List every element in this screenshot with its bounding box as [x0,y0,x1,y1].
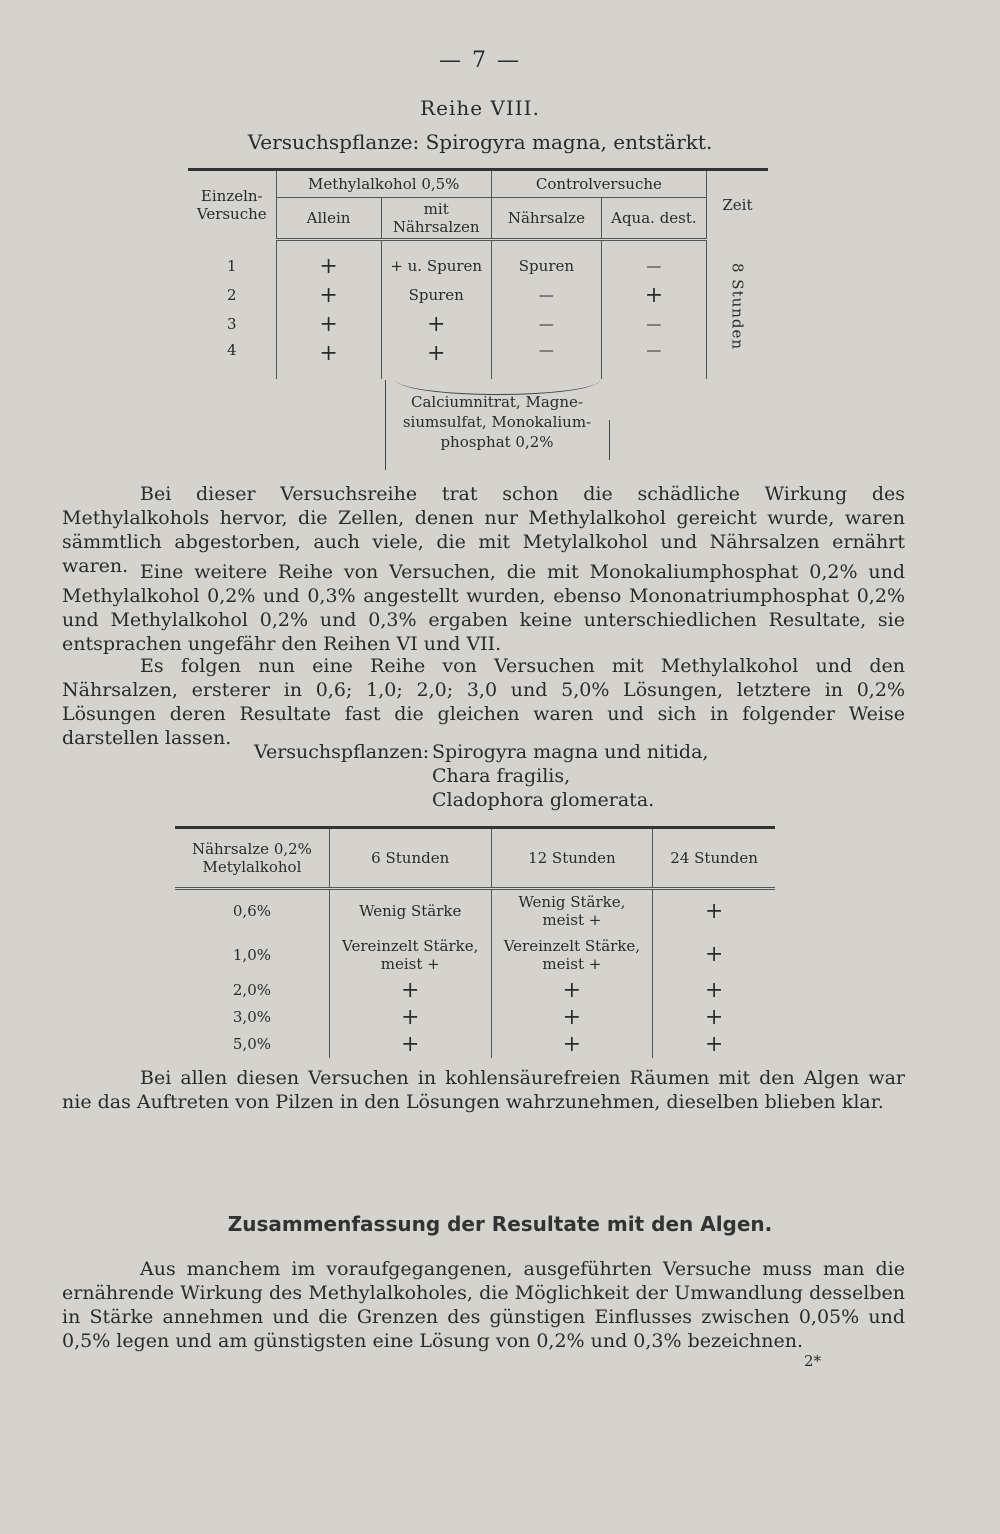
cell-text: Wenig Stärke [359,902,462,921]
test-plant: Spirogyra magna und nitida, [432,741,709,763]
cell-aqua: + [601,281,706,310]
cell-mit: + [381,310,491,339]
cell-6h: + [329,977,491,1004]
table-header-row [175,828,775,889]
zeit-cell [706,240,768,379]
plant-line: Versuchspflanze: Spirogyra magna, entstärkt. [247,130,713,154]
col-12h: 12 Stunden [491,828,653,889]
col-24h: 24 Stunden [653,828,775,889]
cell-aqua: — [601,339,706,379]
paragraph-4: Bei allen diesen Versuchen in kohlensäurefreien Räumen mit den Algen war nie das Auftreten von Pilzen in den Lösungen wahrzunehmen, dieselben blieben klar. [62,1067,905,1113]
col-aqua: Aqua. dest. [601,198,706,240]
table-row [175,1004,775,1031]
col-concentration-label: Metylalkohol [202,858,302,876]
cell-aqua: — [601,252,706,281]
col-mit-label: mit [423,200,449,218]
col-naehrsalze: Nährsalze [491,198,601,240]
paragraph-1: Bei dieser Versuchsreihe trat schon die schädliche Wirkung des Methylalkohols hervor, die Zellen, denen nur Methylalkohol gereicht wurde, waren sämmtlich abgestorben, auch viele, die mit Metylalkohol und Nährsalzen ernährt waren. [62,483,905,577]
note-line: Calciumnitrat, Magne- [411,393,583,411]
col-6h: 6 Stunden [329,828,491,889]
cell-text: meist + [542,911,602,930]
row-number: 2 [188,281,276,310]
row-number: 4 [188,339,276,379]
cell-mit: + [381,339,491,379]
test-plants-label: Versuchspflanzen: [254,741,430,763]
row-number: 1 [188,252,276,281]
table-row [175,933,775,977]
table-row [175,977,775,1004]
table-row [188,281,768,310]
paragraph-5: Aus manchem im voraufgegangenen, ausgeführten Versuche muss man die ernährende Wirkung des Methylalkoholes, die Möglichkeit der Umwandlung desselben in Stärke annehmen und die Grenzen des günstigen Einflusses zwischen 0,05% und 0,5% legen und am günstigsten eine Lösung von 0,2% und 0,3% bezeichnen. [62,1258,905,1352]
cell-mit: + u. Spuren [381,252,491,281]
cell-allein: + [276,252,381,281]
cell-6h: + [329,1031,491,1058]
note-line: phosphat 0,2% [440,433,554,451]
cell-naehr: — [491,339,601,379]
cell-naehr: — [491,281,601,310]
cell-text: Vereinzelt Stärke, [503,936,641,955]
note-line: siumsulfat, Monokalium- [402,413,592,431]
cell-allein: + [276,281,381,310]
cell-24h: + [704,1031,724,1057]
cell-12h [491,933,653,977]
cell-text: Wenig Stärke, [518,893,626,912]
test-plants [254,740,708,812]
cell-12h: + [491,1031,653,1058]
cell-concentration: 1,0% [175,933,329,977]
cell-text: meist + [542,954,602,973]
cell-24h: + [704,898,724,924]
group-methyl: Methylalkohol 0,5% [276,170,491,198]
experiment-table-1 [188,168,768,379]
cell-concentration: 2,0% [175,977,329,1004]
experiment-table-2 [175,826,775,1058]
cell-concentration: 0,6% [175,889,329,933]
cell-6h: + [329,1004,491,1031]
cell-12h: + [491,977,653,1004]
brace-right-rule [609,420,610,460]
test-plant: Chara fragilis, [432,765,571,787]
paragraph-3: Es folgen nun eine Reihe von Versuchen mit Methylalkohol und den Nährsalzen, ersterer in 0,6; 1,0; 2,0; 3,0 und 5,0% Lösungen, letztere in 0,2% Lösungen deren Resultate fast die gleichen waren und sich in folgender Weise darstellen lassen. [62,655,905,749]
cell-concentration: 5,0% [175,1031,329,1058]
cell-24h: + [704,942,724,967]
table-row [175,889,775,933]
test-plant: Cladophora glomerata. [432,789,655,811]
cell-24h: + [704,977,724,1003]
cell-naehr: — [491,310,601,339]
col-concentration [175,828,329,889]
cell-text: meist + [380,954,440,973]
table-row [188,339,768,379]
signature-mark: 2* [804,1352,822,1370]
cell-allein: + [276,310,381,339]
paragraph-2: Eine weitere Reihe von Versuchen, die mit Monokaliumphosphat 0,2% und Methylalkohol 0,2% und 0,3% angestellt wurden, ebenso Mononatriumphosphat 0,2% und Methylalkohol 0,2% und 0,3% ergaben keine unterschiedlichen Resultate, sie entsprachen ungefähr den Reihen VI und VII. [62,561,905,655]
cell-mit: Spuren [381,281,491,310]
col-concentration-label: Nährsalze 0,2% [191,840,312,858]
cell-24h: + [704,1004,724,1030]
col-mit-naehrsalzen [381,198,491,240]
table-row [175,1031,775,1058]
cell-concentration: 3,0% [175,1004,329,1031]
row-number: 3 [188,310,276,339]
cell-12h: + [491,1004,653,1031]
cell-text: Vereinzelt Stärke, [342,936,479,955]
page-number: — 7 — [439,48,521,73]
col-einzeln-label: Einzeln- [200,187,263,206]
zeit-value: 8 Stunden [728,263,747,351]
col-allein: Allein [276,198,381,240]
table-row [188,310,768,339]
cell-aqua: — [601,310,706,339]
section-heading: Zusammenfassung der Resultate mit den Algen. [227,1212,773,1236]
table-row [188,252,768,281]
col-versuche-label: Versuche [196,205,267,224]
col-zeit: Zeit [722,196,753,215]
nutrient-note [386,392,608,452]
cell-naehr: Spuren [491,252,601,281]
cell-allein: + [276,339,381,379]
cell-6h [329,889,491,933]
cell-12h [491,889,653,933]
col-einzelversuche [188,170,276,240]
cell-6h [329,933,491,977]
col-naehrsalzen-label: Nährsalzen [392,218,480,236]
series-title: Reihe VIII. [420,96,540,120]
group-control: Controlversuche [491,170,706,198]
